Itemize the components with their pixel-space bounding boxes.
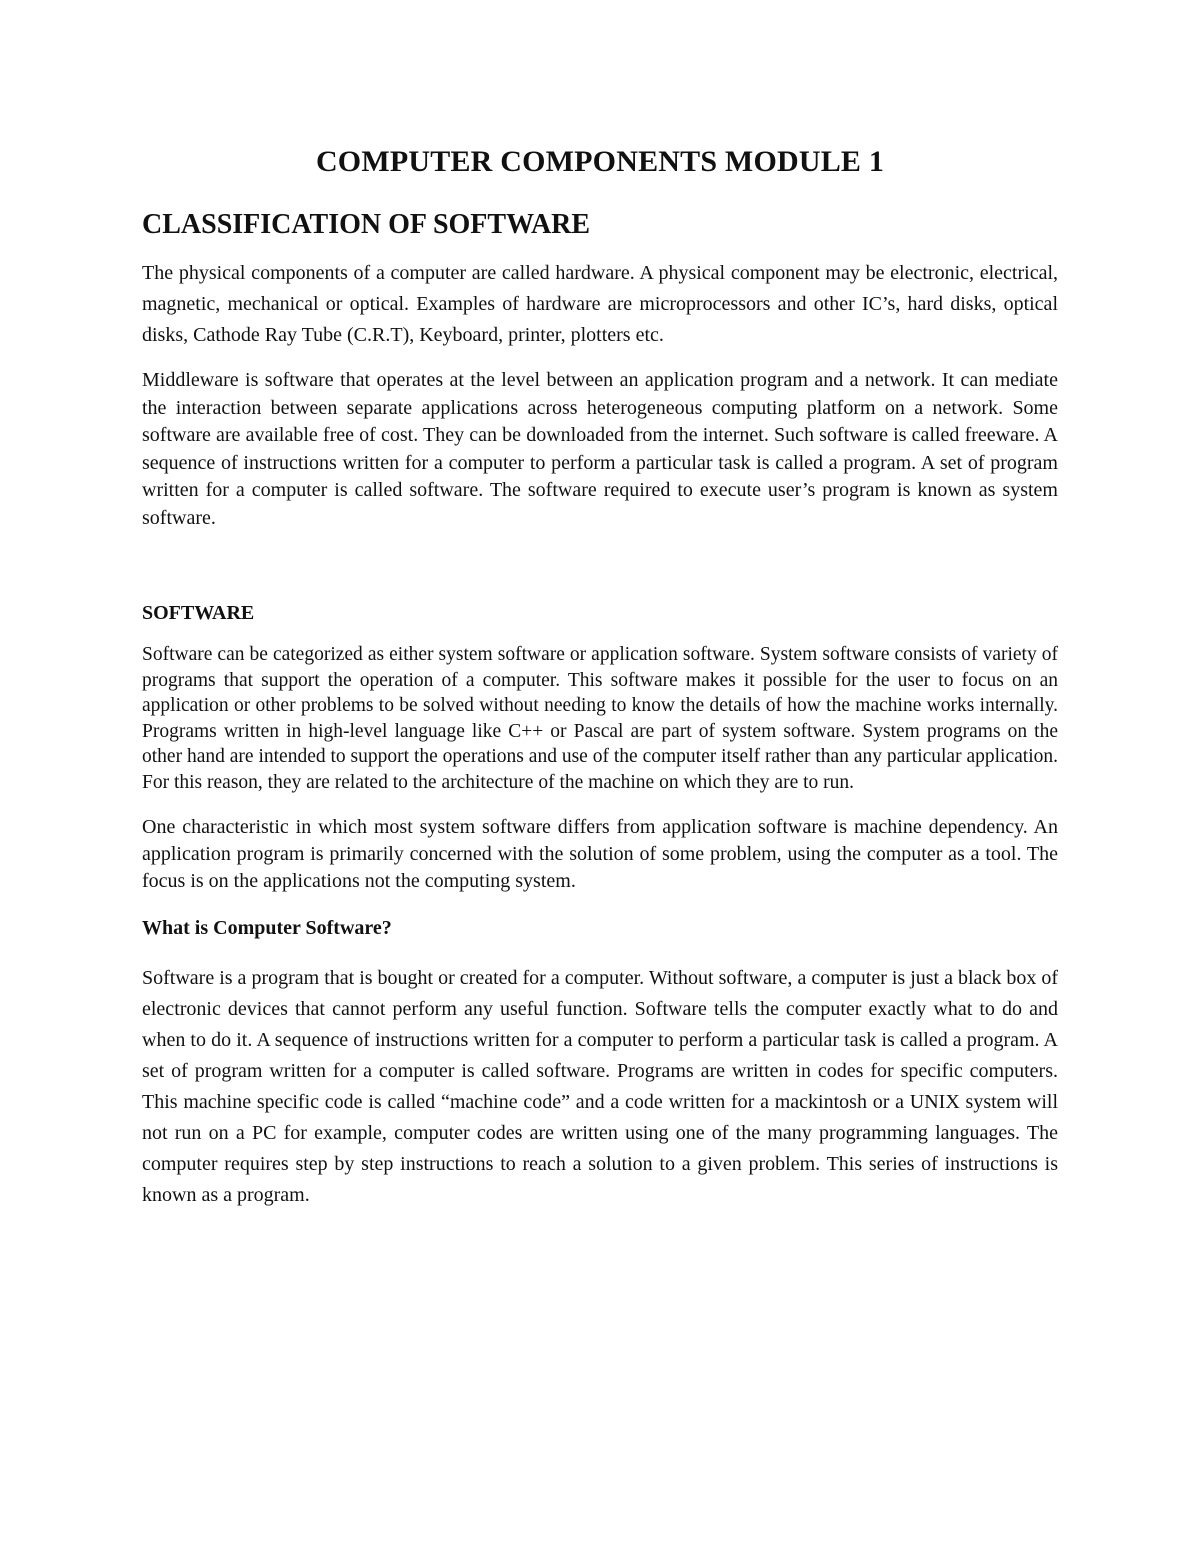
- document-title: COMPUTER COMPONENTS MODULE 1: [315, 145, 885, 178]
- middleware-paragraph: Middleware is software that operates at the level between an application program and a network. It can mediate the interaction between separate applications across heterogeneous computing platform on a network. Some software are available free of cost. They can be downloaded from the internet. Such software is called freeware. A sequence of instructions written for a computer to perform a particular task is called a program. A set of program written for a computer is called software. The software required to execute user’s program is known as system software.: [142, 369, 1058, 529]
- hardware-paragraph: The physical components of a computer are called hardware. A physical component may be electronic, electrical, magnetic, mechanical or optical. Examples of hardware are microprocessors and other IC’s, hard disks, optical disks, Cathode Ray Tube (C.R.T), Keyboard, printer, plotters etc.: [142, 262, 1058, 346]
- document-page: [142, 138, 1058, 1211]
- classification-heading: CLASSIFICATION OF SOFTWARE: [142, 209, 591, 240]
- software-section-heading: SOFTWARE: [142, 602, 255, 624]
- what-is-software-heading: What is Computer Software?: [142, 916, 392, 939]
- software-definition-paragraph: Software is a program that is bought or created for a computer. Without software, a computer is just a black box of electronic devices that cannot perform any useful function. Software tells the computer exactly what to do and when to do it. A sequence of instructions written for a computer to perform a particular task is called a program. A set of program written for a computer is called software. Programs are written in codes for specific computers. This machine specific code is called “machine code” and a code written for a mackintosh or a UNIX system will not run on a PC for example, computer codes are written using one of the many programming languages. The computer requires step by step instructions to reach a solution to a given problem. This series of instructions is known as a program.: [142, 966, 1058, 1206]
- machine-dependency-paragraph: One characteristic in which most system software differs from application software is machine dependency. An application program is primarily concerned with the solution of some problem, using the computer as a tool. The focus is on the applications not the computing system.: [142, 815, 1058, 892]
- software-paragraph: Software can be categorized as either system software or application software. System software consists of variety of programs that support the operation of a computer. This software makes it possible for the user to focus on an application or other problems to be solved without needing to know the details of how the machine works internally. Programs written in high-level language like C++ or Pascal are part of system software. System programs on the other hand are intended to support the operations and use of the computer itself rather than any particular application. For this reason, they are related to the architecture of the machine on which they are to run.: [142, 644, 1058, 793]
